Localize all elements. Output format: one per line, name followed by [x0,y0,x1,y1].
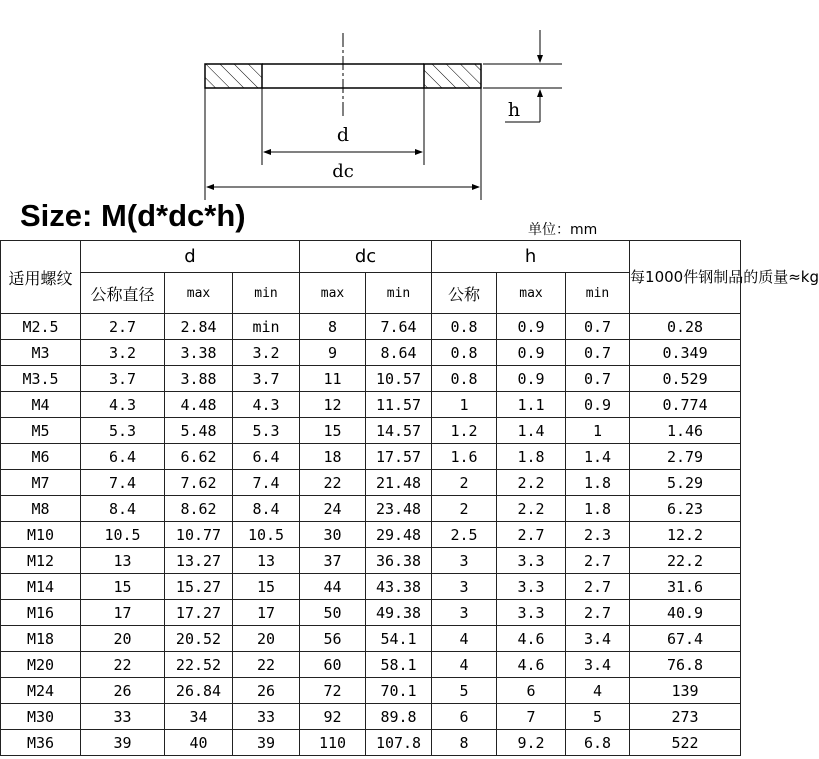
cell-h-min: 2.7 [566,600,630,626]
cell-mass: 12.2 [630,522,741,548]
cell-d-max: 22.52 [165,652,233,678]
cell-h-min: 0.7 [566,340,630,366]
table-row [1,548,741,574]
table-row [1,392,741,418]
cell-h-nom: 4 [432,652,497,678]
cell-dc-max: 44 [300,574,366,600]
cell-d-nom: 2.7 [81,314,165,340]
cell-h-nom: 0.8 [432,340,497,366]
cell-dc-min: 10.57 [366,366,432,392]
cell-d-max: 15.27 [165,574,233,600]
cell-d-min: 6.4 [233,444,300,470]
cell-h-max: 6 [497,678,566,704]
table-row [1,314,741,340]
cell-dc-max: 8 [300,314,366,340]
cell-h-min: 1.8 [566,470,630,496]
cell-d-nom: 10.5 [81,522,165,548]
cell-d-max: 26.84 [165,678,233,704]
cell-d-max: 7.62 [165,470,233,496]
washer-spec-table [0,240,819,756]
cell-d-max: 17.27 [165,600,233,626]
cell-d-min: 33 [233,704,300,730]
washer-left-section [205,64,262,88]
subheader-h-max: max [497,273,566,314]
table-row [1,470,741,496]
cell-h-min: 2.7 [566,548,630,574]
cell-d-min: 4.3 [233,392,300,418]
cell-h-nom: 0.8 [432,314,497,340]
table-row [1,496,741,522]
cell-dc-max: 50 [300,600,366,626]
cell-dc-min: 29.48 [366,522,432,548]
cell-thread: M6 [1,444,81,470]
header-mass: 每1000件钢制品的质量≈kg [630,241,741,314]
cell-mass: 6.23 [630,496,741,522]
cell-dc-max: 60 [300,652,366,678]
cell-h-max: 1.8 [497,444,566,470]
cell-mass: 2.79 [630,444,741,470]
cell-d-min: 8.4 [233,496,300,522]
h-label: h [507,99,521,121]
cell-dc-max: 22 [300,470,366,496]
cell-mass: 139 [630,678,741,704]
cell-h-max: 0.9 [497,366,566,392]
cell-h-nom: 6 [432,704,497,730]
cell-dc-max: 30 [300,522,366,548]
cell-h-nom: 2 [432,496,497,522]
table-row [1,340,741,366]
cell-d-min: 5.3 [233,418,300,444]
table-row [1,652,741,678]
cell-dc-max: 15 [300,418,366,444]
cell-thread: M3 [1,340,81,366]
cell-h-max: 0.9 [497,314,566,340]
cell-dc-max: 24 [300,496,366,522]
cell-thread: M10 [1,522,81,548]
cell-h-nom: 1.2 [432,418,497,444]
cell-dc-min: 70.1 [366,678,432,704]
cell-d-nom: 5.3 [81,418,165,444]
header-dc: dc [300,241,432,273]
cell-dc-min: 54.1 [366,626,432,652]
cell-h-min: 6.8 [566,730,630,756]
cell-d-max: 4.48 [165,392,233,418]
cell-dc-max: 37 [300,548,366,574]
cell-d-min: 7.4 [233,470,300,496]
subheader-h-nominal: 公称 [432,273,497,314]
cell-dc-min: 58.1 [366,652,432,678]
cell-h-max: 4.6 [497,652,566,678]
cell-h-min: 3.4 [566,652,630,678]
cell-h-nom: 5 [432,678,497,704]
size-title: Size: M(d*dc*h) [20,198,246,233]
cell-h-nom: 1 [432,392,497,418]
cell-d-min: 15 [233,574,300,600]
cell-d-min: 3.2 [233,340,300,366]
cell-d-max: 5.48 [165,418,233,444]
cell-d-max: 6.62 [165,444,233,470]
cell-thread: M24 [1,678,81,704]
cell-mass: 31.6 [630,574,741,600]
cell-mass: 67.4 [630,626,741,652]
cell-d-min: 10.5 [233,522,300,548]
header-thread: 适用螺纹 [1,241,81,314]
cell-d-nom: 8.4 [81,496,165,522]
cell-thread: M30 [1,704,81,730]
cell-d-min: 39 [233,730,300,756]
cell-mass: 0.349 [630,340,741,366]
cell-h-min: 0.7 [566,366,630,392]
cell-d-min: 20 [233,626,300,652]
cell-d-max: 20.52 [165,626,233,652]
cell-d-nom: 7.4 [81,470,165,496]
cell-dc-min: 21.48 [366,470,432,496]
cell-mass: 76.8 [630,652,741,678]
cell-mass: 0.774 [630,392,741,418]
table-row [1,418,741,444]
cell-d-nom: 3.7 [81,366,165,392]
cell-thread: M5 [1,418,81,444]
d-label: d [336,124,350,146]
cell-d-nom: 15 [81,574,165,600]
subheader-h-min: min [566,273,630,314]
cell-thread: M12 [1,548,81,574]
cell-d-nom: 26 [81,678,165,704]
cell-mass: 22.2 [630,548,741,574]
cell-mass: 273 [630,704,741,730]
cell-thread: M14 [1,574,81,600]
cell-d-nom: 17 [81,600,165,626]
cell-d-min: 17 [233,600,300,626]
cell-d-max: 3.38 [165,340,233,366]
cell-h-min: 3.4 [566,626,630,652]
cell-h-nom: 2.5 [432,522,497,548]
cell-d-nom: 4.3 [81,392,165,418]
cell-dc-min: 89.8 [366,704,432,730]
cell-d-nom: 39 [81,730,165,756]
cell-dc-max: 110 [300,730,366,756]
cell-h-max: 1.4 [497,418,566,444]
cell-thread: M16 [1,600,81,626]
cell-d-nom: 13 [81,548,165,574]
cell-h-nom: 4 [432,626,497,652]
cell-d-max: 34 [165,704,233,730]
cell-thread: M36 [1,730,81,756]
cell-h-min: 0.7 [566,314,630,340]
cell-h-max: 3.3 [497,574,566,600]
cell-h-nom: 2 [432,470,497,496]
cell-mass: 0.529 [630,366,741,392]
cell-h-min: 1 [566,418,630,444]
cell-dc-min: 43.38 [366,574,432,600]
cell-h-min: 4 [566,678,630,704]
cell-h-min: 0.9 [566,392,630,418]
cell-d-nom: 33 [81,704,165,730]
cell-dc-max: 72 [300,678,366,704]
cell-thread: M2.5 [1,314,81,340]
table-body [1,314,741,756]
cell-dc-max: 18 [300,444,366,470]
cell-d-max: 10.77 [165,522,233,548]
cell-mass: 0.28 [630,314,741,340]
cell-dc-min: 107.8 [366,730,432,756]
cell-dc-max: 9 [300,340,366,366]
cell-thread: M3.5 [1,366,81,392]
cell-d-max: 8.62 [165,496,233,522]
cell-d-min: 26 [233,678,300,704]
cell-h-nom: 1.6 [432,444,497,470]
cell-thread: M4 [1,392,81,418]
table-row [1,678,741,704]
cell-thread: M7 [1,470,81,496]
subheader-dc-max: max [300,273,366,314]
cell-d-max: 2.84 [165,314,233,340]
cell-h-nom: 0.8 [432,366,497,392]
cell-h-max: 0.9 [497,340,566,366]
cell-dc-min: 49.38 [366,600,432,626]
cell-dc-min: 17.57 [366,444,432,470]
cell-h-nom: 3 [432,574,497,600]
cell-h-max: 2.2 [497,496,566,522]
subheader-dc-min: min [366,273,432,314]
cell-h-max: 9.2 [497,730,566,756]
cell-thread: M8 [1,496,81,522]
cell-d-min: 3.7 [233,366,300,392]
cell-d-min: min [233,314,300,340]
cell-dc-min: 14.57 [366,418,432,444]
cell-h-max: 2.7 [497,522,566,548]
cell-mass: 5.29 [630,470,741,496]
cell-d-max: 40 [165,730,233,756]
cell-thread: M18 [1,626,81,652]
cell-h-min: 5 [566,704,630,730]
subheader-d-nominal: 公称直径 [81,273,165,314]
cell-d-min: 13 [233,548,300,574]
cell-mass: 1.46 [630,418,741,444]
unit-label: 单位：mm [528,222,598,238]
cell-d-min: 22 [233,652,300,678]
cell-d-max: 3.88 [165,366,233,392]
cell-d-nom: 6.4 [81,444,165,470]
cell-mass: 40.9 [630,600,741,626]
cell-dc-min: 36.38 [366,548,432,574]
table-row [1,704,741,730]
table-row [1,730,741,756]
cell-thread: M20 [1,652,81,678]
subheader-d-min: min [233,273,300,314]
cell-d-nom: 20 [81,626,165,652]
header-d: d [81,241,300,273]
cell-mass: 522 [630,730,741,756]
table-row [1,444,741,470]
table-row [1,366,741,392]
dc-label: dc [332,161,354,182]
cell-dc-min: 23.48 [366,496,432,522]
cell-h-max: 3.3 [497,600,566,626]
table-row [1,626,741,652]
cell-dc-max: 12 [300,392,366,418]
cell-d-nom: 3.2 [81,340,165,366]
cell-dc-min: 7.64 [366,314,432,340]
header-h: h [432,241,630,273]
cell-h-nom: 3 [432,600,497,626]
cell-h-min: 1.4 [566,444,630,470]
cell-h-max: 3.3 [497,548,566,574]
cell-dc-max: 56 [300,626,366,652]
cell-h-max: 1.1 [497,392,566,418]
cell-h-min: 1.8 [566,496,630,522]
subheader-d-max: max [165,273,233,314]
cell-h-min: 2.3 [566,522,630,548]
washer-right-section [424,64,481,88]
cell-dc-min: 11.57 [366,392,432,418]
cell-dc-max: 92 [300,704,366,730]
cell-h-nom: 8 [432,730,497,756]
cell-h-max: 4.6 [497,626,566,652]
cell-dc-min: 8.64 [366,340,432,366]
cell-dc-max: 11 [300,366,366,392]
cell-h-nom: 3 [432,548,497,574]
cell-h-max: 7 [497,704,566,730]
cell-d-nom: 22 [81,652,165,678]
cell-d-max: 13.27 [165,548,233,574]
cell-h-max: 2.2 [497,470,566,496]
table-row [1,522,741,548]
table-row [1,574,741,600]
cell-h-min: 2.7 [566,574,630,600]
table-row [1,600,741,626]
